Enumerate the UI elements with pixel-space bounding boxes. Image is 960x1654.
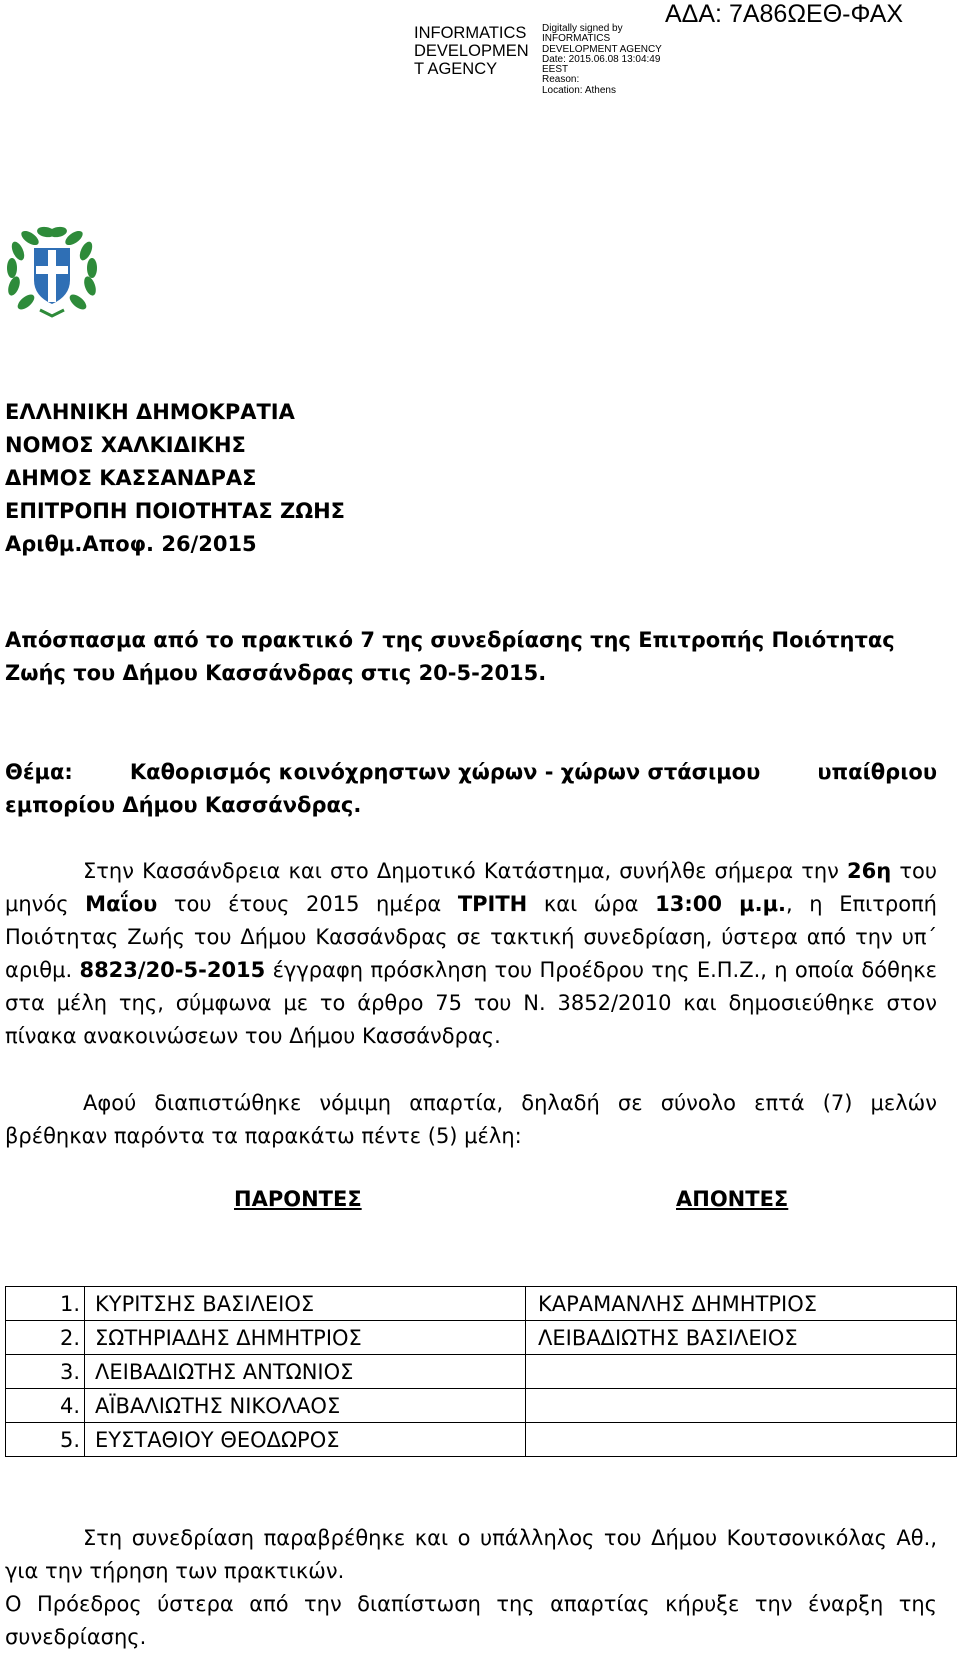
- members-table: [5, 1286, 957, 1457]
- present-member: ΛΕΙΒΑΔΙΩΤΗΣ ΑΝΤΩΝΙΟΣ: [85, 1355, 526, 1389]
- intro-text-3: του έτους 2015 ημέρα: [157, 892, 458, 916]
- meeting-month: Μαΐου: [85, 892, 158, 916]
- decision-number: Αριθμ.Αποφ. 26/2015: [5, 532, 257, 556]
- intro-text-6: έγγραφη πρόσκληση του Προέδρου της Ε.Π.Ζ., η οποία δόθηκε στα μέλη της, σύμφωνα με το άρθρο 75 του Ν. 3852/2010 και δημοσιεύθηκε στον πίνακα ανακοινώσεων του Δήμου Κασσάνδρας.: [5, 958, 937, 1048]
- excerpt-title: Απόσπασμα από το πρακτικό 7 της συνεδρίασης της Επιτροπής Ποιότητας Ζωής του Δήμου Κασσάνδρας στις 20-5-2015.: [5, 628, 895, 685]
- quorum-text: Αφού διαπιστώθηκε νόμιμη απαρτία, δηλαδή σε σύνολο επτά (7) μελών βρέθηκαν παρόντα τα παρακάτω πέντε (5) μέλη:: [5, 1091, 937, 1148]
- table-row: [6, 1287, 957, 1321]
- present-member: ΕΥΣΤΑΘΙΟΥ ΘΕΟΔΩΡΟΣ: [85, 1423, 526, 1457]
- quorum-paragraph: [5, 1087, 937, 1153]
- subject-line2: εμπορίου Δήμου Κασσάνδρας.: [5, 793, 362, 817]
- subject-line1-mid: Καθορισμός κοινόχρηστων χώρων - χώρων στάσιμου: [129, 760, 761, 784]
- greek-emblem-icon: [4, 226, 100, 320]
- header-republic: ΕΛΛΗΝΙΚΗ ΔΗΜΟΚΡΑΤΙΑ: [5, 400, 295, 424]
- header-committee: ΕΠΙΤΡΟΠΗ ΠΟΙΟΤΗΤΑΣ ΖΩΗΣ: [5, 499, 345, 523]
- table-row: [6, 1389, 957, 1423]
- table-row: [6, 1423, 957, 1457]
- absent-heading: ΑΠΟΝΤΕΣ: [676, 1187, 789, 1211]
- member-number: 1.: [6, 1287, 85, 1321]
- intro-text-1: Στην Κασσάνδρεια και στο Δημοτικό Κατάστημα, συνήλθε σήμερα την: [83, 859, 848, 883]
- member-number: 2.: [6, 1321, 85, 1355]
- intro-text-5: , η Επιτροπή Ποιότητας Ζωής του Δήμου Κασσάνδρας σε τακτική συνεδρίαση, ύστερα από την υπ΄ αριθμ.: [5, 892, 937, 982]
- document-header: [5, 396, 345, 561]
- header-municipality: ΔΗΜΟΣ ΚΑΣΣΑΝΔΡΑΣ: [5, 466, 257, 490]
- intro-text-4: και ώρα: [527, 892, 656, 916]
- member-number: 5.: [6, 1423, 85, 1457]
- absent-member: ΚΑΡΑΜΑΝΛΗΣ ΔΗΜΗΤΡΙΟΣ: [526, 1287, 957, 1321]
- absent-member: [526, 1355, 957, 1389]
- clerk-paragraph: [5, 1522, 937, 1588]
- present-heading: ΠΑΡΟΝΤΕΣ: [234, 1187, 362, 1211]
- opening-text: Ο Πρόεδρος ύστερα από την διαπίστωση της απαρτίας κήρυξε την έναρξη της συνεδρίασης.: [5, 1592, 937, 1649]
- signer-name: INFORMATICS DEVELOPMEN T AGENCY: [414, 24, 529, 78]
- digital-signature-details: Digitally signed by INFORMATICS DEVELOPMENT AGENCY Date: 2015.06.08 13:04:49 EEST Reason: Location: Athens: [542, 23, 662, 96]
- present-member: ΚΥΡΙΤΣΗΣ ΒΑΣΙΛΕΙΟΣ: [85, 1287, 526, 1321]
- meeting-day: 26η: [847, 859, 892, 883]
- member-number: 3.: [6, 1355, 85, 1389]
- absent-member: ΛΕΙΒΑΔΙΩΤΗΣ ΒΑΣΙΛΕΙΟΣ: [526, 1321, 957, 1355]
- absent-member: [526, 1389, 957, 1423]
- member-number: 4.: [6, 1389, 85, 1423]
- clerk-text: Στη συνεδρίαση παραβρέθηκε και ο υπάλληλος του Δήμου Κουτσονικόλας Αθ., για την τήρηση των πρακτικών.: [5, 1526, 937, 1583]
- table-row: [6, 1321, 957, 1355]
- opening-paragraph: [5, 1588, 937, 1654]
- subject: [5, 756, 937, 822]
- intro-text-2: του μηνός: [5, 859, 937, 916]
- invitation-number: 8823/20-5-2015: [79, 958, 266, 982]
- ada-code: ΑΔΑ: 7Α86ΩΕΘ-ΦΑΧ: [665, 0, 904, 28]
- absent-member: [526, 1423, 957, 1457]
- intro-paragraph: [5, 855, 937, 1053]
- present-member: ΑΪΒΑΛΙΩΤΗΣ ΝΙΚΟΛΑΟΣ: [85, 1389, 526, 1423]
- meeting-time: 13:00 μ.μ.: [655, 892, 787, 916]
- subject-line1-end: υπαίθριου: [817, 760, 937, 784]
- header-prefecture: ΝΟΜΟΣ ΧΑΛΚΙΔΙΚΗΣ: [5, 433, 246, 457]
- present-member: ΣΩΤΗΡΙΑΔΗΣ ΔΗΜΗΤΡΙΟΣ: [85, 1321, 526, 1355]
- table-row: [6, 1355, 957, 1389]
- meeting-weekday: ΤΡΙΤΗ: [457, 892, 528, 916]
- subject-label: Θέμα:: [5, 760, 73, 784]
